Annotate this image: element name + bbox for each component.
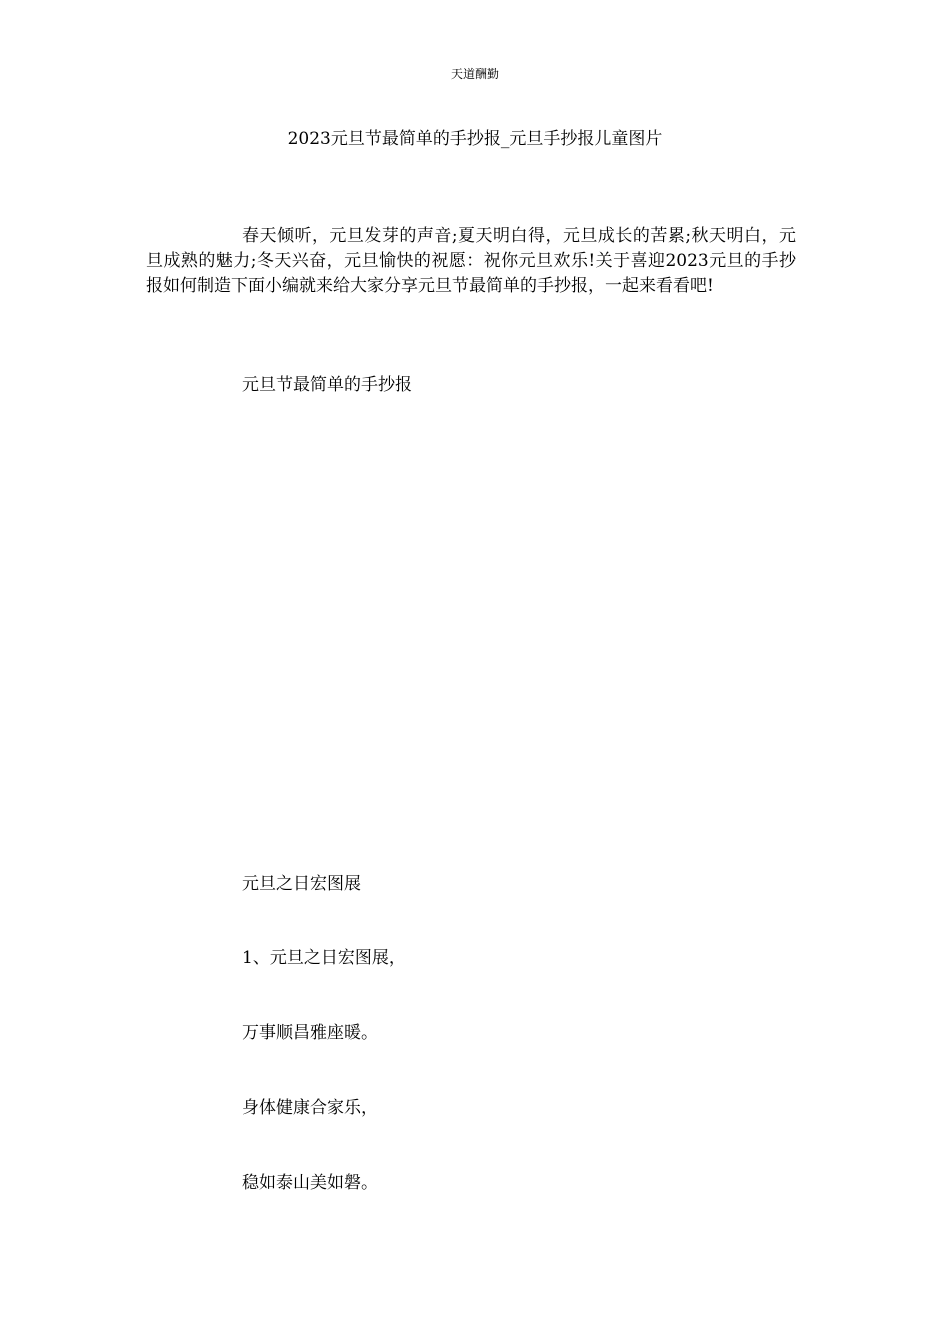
intro-paragraph: 春天倾听，元旦发芽的声音;夏天明白得，元旦成长的苦累;秋天明白，元旦成熟的魅力;冬天兴奋，元旦愉快的祝愿：祝你元旦欢乐!关于喜迎2023元旦的手抄报如何制造下面小编就来给大家分享元旦节最简单的手抄报，一起来看看吧!: [146, 226, 796, 296]
poem-line: 稳如泰山美如磐。: [242, 1173, 378, 1193]
image-placeholder: [242, 420, 702, 840]
poem-line: 身体健康合家乐，: [242, 1098, 378, 1118]
poem-line: 万事顺昌雅座暖。: [242, 1023, 378, 1043]
section-heading: 元旦节最简单的手抄报: [242, 375, 412, 395]
page-header: 天道酬勤: [450, 67, 499, 81]
document-title: 2023元旦节最简单的手抄报_元旦手抄报儿童图片: [287, 129, 663, 149]
poem-line: 1、元旦之日宏图展，: [242, 948, 406, 968]
poem-title: 元旦之日宏图展: [242, 874, 361, 894]
